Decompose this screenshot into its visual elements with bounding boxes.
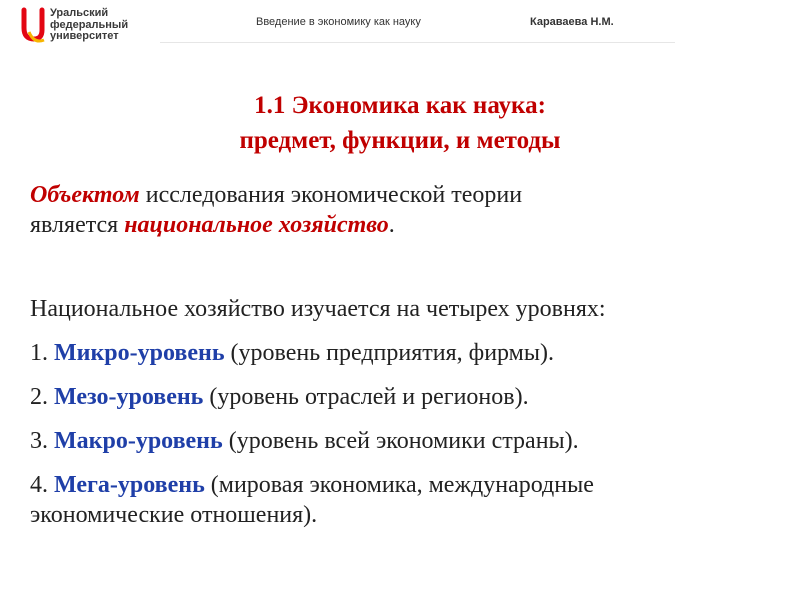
course-title: Введение в экономику как науку [256,16,421,28]
level-name: Мега-уровень [54,472,205,498]
level-item [30,426,780,456]
intro-line-2 [30,210,780,240]
logo-line: Уральский [50,7,109,19]
level-number: 2. [30,384,54,410]
level-number: 4. [30,472,54,498]
levels-intro: Национальное хозяйство изучается на четырех уровнях: [30,296,606,322]
level-name: Микро-уровень [54,340,225,366]
header-divider [160,42,675,43]
urfu-logo-icon [20,6,46,44]
level-name: Мезо-уровень [54,384,204,410]
level-desc: (мировая экономика, международные [204,472,594,498]
intro-line-1 [30,180,780,210]
logo-text [50,8,128,43]
university-logo [20,6,150,46]
intro-text: является [30,212,125,238]
level-desc: (уровень всей экономики страны). [222,428,579,454]
title-line-1: 1.1 Экономика как наука: [254,92,546,119]
level-item-continuation: экономические отношения). [30,502,318,528]
national-economy-term: национальное хозяйство [124,212,389,238]
level-number: 3. [30,428,54,454]
logo-line: федеральный [50,18,129,31]
slide-title [0,88,800,158]
level-item [30,382,780,412]
level-desc: (уровень отраслей и регионов). [203,384,529,410]
level-desc: (уровень предприятия, фирмы). [224,340,554,366]
object-term: Объектом [30,182,140,208]
author-name: Караваева Н.М. [530,16,614,28]
logo-line: университет [50,30,119,42]
level-name: Макро-уровень [54,428,223,454]
level-item [30,338,780,368]
slide-body [30,180,780,530]
level-item [30,470,780,500]
title-line-2: предмет, функции, и методы [239,127,561,154]
slide-header [0,0,800,50]
level-number: 1. [30,340,54,366]
intro-text: исследования экономической теории [139,182,523,208]
intro-period: . [388,212,395,238]
